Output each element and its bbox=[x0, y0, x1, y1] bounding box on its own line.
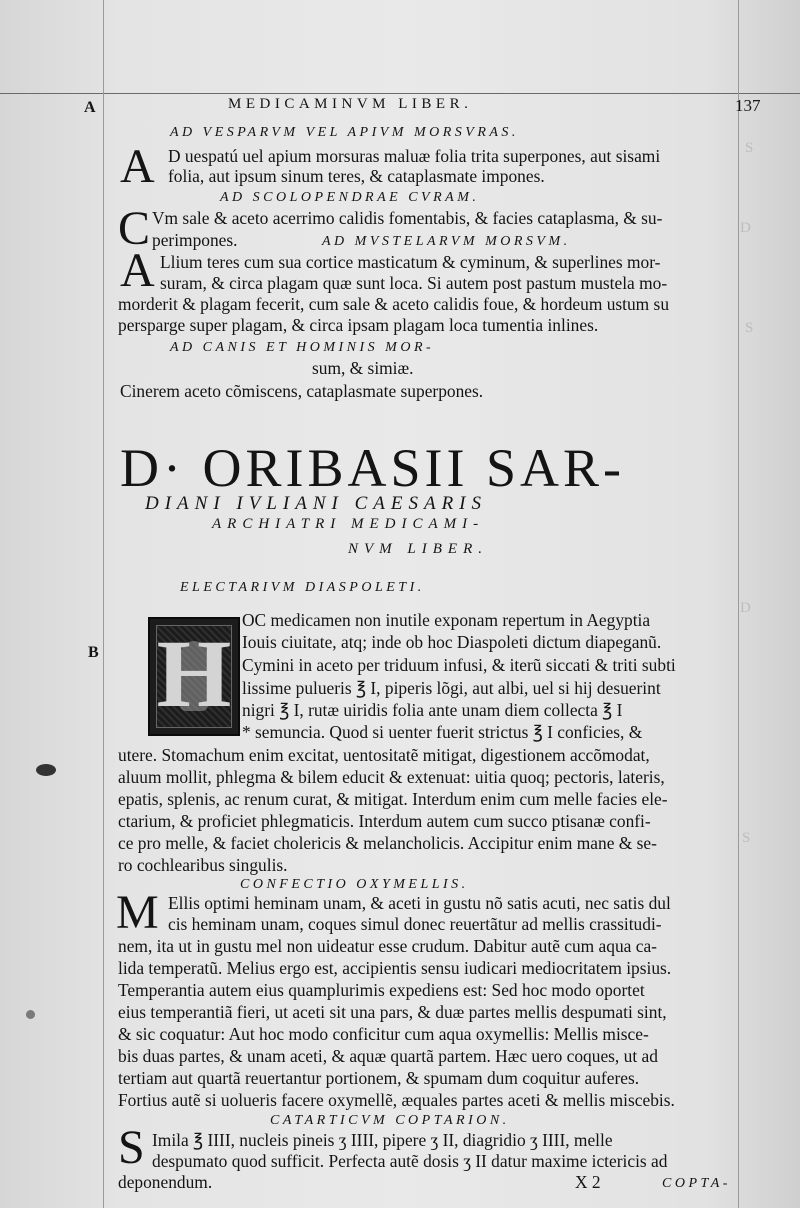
text-line: Iouis ciuitate, atq; inde ob hoc Diaspoleti dictum diapeganũ. bbox=[242, 632, 662, 652]
drop-cap: A bbox=[120, 140, 155, 193]
woodcut-letter: H bbox=[156, 620, 232, 727]
drop-cap: C bbox=[118, 202, 151, 255]
text-line: utere. Stomachum enim excitat, uentositatẽ mitigat, digestionem accõmodat, bbox=[118, 745, 650, 765]
text-line: nigri ℥ I, rutæ uiridis folia ante unam diem collecta ℥ I bbox=[242, 700, 623, 720]
right-column-rule bbox=[738, 0, 739, 1208]
text-line: cis heminam unam, coques simul donec reuertãtur ad mellis crassitudi- bbox=[168, 914, 662, 934]
text-line: Fortius autẽ si uolueris facere oxymellẽ, æquales partes aceti & mellis miscebis. bbox=[118, 1090, 675, 1110]
section-heading: AD SCOLOPENDRAE CVRAM. bbox=[220, 190, 480, 205]
section-heading: AD MVSTELARVM MORSVM. bbox=[322, 234, 571, 249]
drop-cap: M bbox=[116, 886, 159, 939]
text-line: suram, & circa plagam quæ sunt loca. Si autem post pastum mustela mo- bbox=[160, 273, 668, 293]
text-line: lida temperatũ. Melius ergo est, accipientis sensu iudicari mediocritatem ipsius. bbox=[118, 958, 672, 978]
section-heading: CONFECTIO OXYMELLIS. bbox=[240, 877, 469, 892]
drop-cap: A bbox=[120, 244, 155, 297]
bleed-through-text: S bbox=[745, 140, 754, 156]
text-line: & sic coquatur: Aut hoc modo conficitur cum aqua oxymellis: Mellis misce- bbox=[118, 1024, 649, 1044]
section-heading: ELECTARIVM DIASPOLETI. bbox=[180, 580, 425, 595]
paper-spot bbox=[26, 1010, 35, 1019]
margin-marker-a: A bbox=[84, 99, 96, 116]
margin-marker-b: B bbox=[88, 644, 99, 661]
text-line: despumato quod sufficit. Perfecta autẽ dosis ʒ II datur maxime ictericis ad bbox=[152, 1151, 668, 1171]
text-line: OC medicamen non inutile exponam repertum in Aegyptia bbox=[242, 610, 651, 630]
text-line: ce pro melle, & faciet cholericis & melancholicis. Accipitur enim mane & se- bbox=[118, 833, 657, 853]
text-line: D uespatú uel apium morsuras maluæ folia trita superpones, aut sisami bbox=[168, 146, 661, 166]
text-line: bis duas partes, & unam aceti, & aquæ quartã partem. Hæc uero coques, ut ad bbox=[118, 1046, 658, 1066]
drop-cap: S bbox=[118, 1121, 145, 1174]
text-line: Vm sale & aceto acerrimo calidis fomentabis, & facies cataplasma, & su- bbox=[152, 208, 663, 228]
work-subtitle: NVM LIBER. bbox=[348, 541, 488, 557]
bleed-through-text: S bbox=[742, 830, 751, 846]
text-line: Ellis optimi heminam unam, & aceti in gustu nõ satis acuti, nec satis dul bbox=[168, 893, 671, 913]
work-subtitle: DIANI IVLIANI CAESARIS bbox=[145, 493, 488, 514]
text-line: Llium teres cum sua cortice masticatum & cyminum, & superlines mor- bbox=[160, 252, 661, 272]
text-line: aluum mollit, phlegma & bilem educit & extenuat: uitia quoq; pectoris, lateris, bbox=[118, 767, 665, 787]
text-line: eius temperantiã fieri, ut aceti sit una pars, & duæ partes mellis despumati sint, bbox=[118, 1002, 667, 1022]
signature-mark: X 2 bbox=[575, 1172, 601, 1192]
text-line: Temperantia autem eius quamplurimis expediens est: Sed hoc modo oportet bbox=[118, 980, 645, 1000]
bleed-through-text: D bbox=[740, 600, 751, 616]
section-heading: CATARTICVM COPTARION. bbox=[270, 1113, 510, 1128]
bleed-through-text: S bbox=[745, 320, 754, 336]
bleed-through-text: D bbox=[740, 220, 751, 236]
text-line: lissime pulueris ℥ I, piperis lõgi, aut albi, uel si hij desuerint bbox=[242, 678, 661, 698]
text-line: Cymini in aceto per triduum infusi, & iterũ siccati & triti subti bbox=[242, 655, 676, 675]
text-line: Cinerem aceto cõmiscens, cataplasmate superpones. bbox=[120, 381, 484, 401]
ink-stain bbox=[36, 764, 56, 776]
section-heading: sum, & simiæ. bbox=[312, 358, 414, 378]
page-number: 137 bbox=[735, 96, 761, 115]
woodcut-initial bbox=[148, 617, 240, 736]
section-heading: AD VESPARVM VEL APIVM MORSVRAS. bbox=[170, 125, 519, 140]
running-header: MEDICAMINVM LIBER. bbox=[228, 96, 473, 112]
work-subtitle: ARCHIATRI MEDICAMI- bbox=[212, 516, 485, 532]
text-line: perimpones. bbox=[152, 230, 238, 250]
top-rule bbox=[0, 93, 800, 94]
left-column-rule bbox=[103, 0, 104, 1208]
catchword: COPTA- bbox=[662, 1176, 731, 1191]
text-line: persparge super plagam, & circa ipsam plagam loca tumentia inlines. bbox=[118, 315, 599, 335]
text-line: epatis, splenis, ac renum curat, & mitigat. Interdum enim cum melle facies ele- bbox=[118, 789, 668, 809]
text-line: ro cochlearibus singulis. bbox=[118, 855, 288, 875]
text-line: folia, aut ipsum sinum teres, & cataplasmate impones. bbox=[168, 166, 545, 186]
text-line: morderit & plagam fecerit, cum sale & aceto calidis foue, & hordeum ustum su bbox=[118, 294, 670, 314]
text-line: tertiam aut quartã reuertantur portionem, & spumam dum coquitur auferes. bbox=[118, 1068, 640, 1088]
text-line: deponendum. bbox=[118, 1172, 213, 1192]
work-title: D· ORIBASII SAR- bbox=[120, 438, 626, 498]
text-line: Imila ℥ IIII, nucleis pineis ʒ IIII, pipere ʒ II, diagridio ʒ IIII, melle bbox=[152, 1130, 613, 1150]
text-line: * semuncia. Quod si uenter fuerit strictus ℥ I conficies, & bbox=[242, 722, 643, 742]
text-line: nem, ita ut in gustu mel non uideatur esse crudum. Dabitur autẽ cum aqua ca- bbox=[118, 936, 657, 956]
section-heading: AD CANIS ET HOMINIS MOR- bbox=[170, 340, 435, 355]
text-line: ctarium, & proficiet phlegmaticis. Interdum autem cum succo ptisanæ confi- bbox=[118, 811, 651, 831]
